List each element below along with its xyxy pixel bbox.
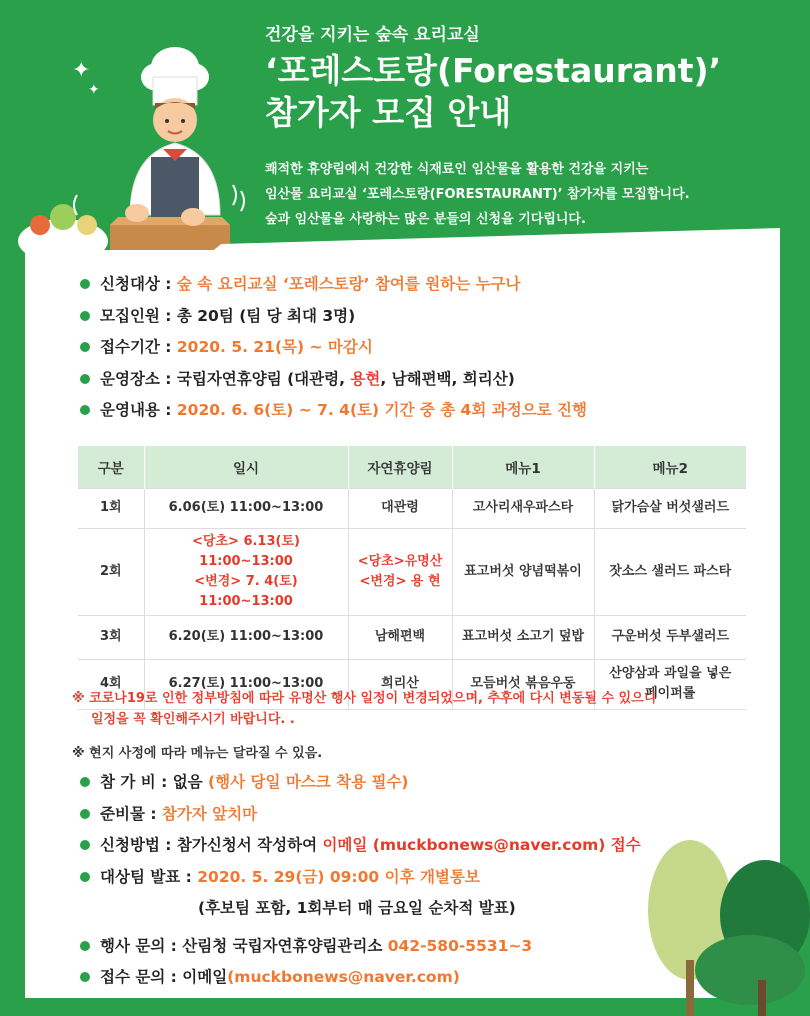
column-header: 일시 [144,446,348,488]
notes [72,688,656,764]
cell-line: 산양삼과 과일을 넣은 [609,666,732,681]
info-value: 2020. 6. 6(토) ~ 7. 4(토) 기간 중 총 4회 과정으로 진행 [176,401,587,419]
table-cell: 6.27(토) 11:00~13:00 [144,659,348,709]
table-cell: 모듬버섯 볶음우동 [452,659,594,709]
info-value: 산림청 국립자연휴양림관리소 [182,936,388,955]
info-label: 운영장소 : [100,369,177,388]
bullet-icon [80,809,90,819]
chef-illustration [15,45,255,270]
info-label: 참 가 비 : [100,773,173,791]
table-cell: 남해편백 [348,615,452,659]
title-line-1: ‘포레스토랑(Forestaurant)’ [265,51,722,90]
table-cell: 닭가슴살 버섯샐러드 [594,488,746,528]
info-label: 운영내용 : [100,401,177,419]
info-list-top [80,270,587,428]
info-label: 모집인원 : [100,306,177,325]
info-value: (후보팀 포함, 1회부터 매 금요일 순차적 발표) [198,899,516,917]
info-list-bottom [80,768,641,995]
cell-line: <당초>유명산 [357,553,443,569]
bullet-icon [80,872,90,882]
cell-line: <변경> 7. 4(토) 11:00~13:00 [194,573,298,609]
tree-illustration [640,820,810,1016]
note-warning: ※ 코로나19로 인한 정부방침에 따라 유명산 행사 일정이 변경되었으며, 추후에 다시 변동될 수 있으니 [72,691,657,706]
info-capacity [80,302,587,334]
column-header: 구분 [78,446,144,488]
header [0,0,810,250]
note-warning: 일정을 꼭 확인해주시기 바랍니다. . [91,712,295,727]
info-value-email: 이메일 (muckbonews@naver.com) 접수 [322,836,641,854]
info-value-highlight: 용현 [350,369,381,388]
info-value: 이메일 [182,968,228,986]
info-label: 접수기간 : [100,338,177,356]
bullet-icon [80,972,90,982]
info-apply [80,831,641,863]
table-cell: 대관령 [348,488,452,528]
bullet-icon [80,405,90,415]
info-value: 숲 속 요리교실 ‘포레스토랑’ 참여를 원하는 누구나 [176,275,521,293]
table-header-row [78,446,746,488]
column-header: 메뉴2 [594,446,746,488]
info-result [80,863,641,895]
table-cell: 고사리새우파스타 [452,488,594,528]
info-receive-contact [80,963,641,995]
table-cell: 6.06(토) 11:00~13:00 [144,488,348,528]
bullet-icon [80,840,90,850]
intro-text [265,157,690,232]
info-label: 접수 문의 : [100,968,183,986]
info-value: 총 20팀 (팀 당 최대 3명) [176,306,356,325]
info-label: 신청방법 : [100,836,177,854]
info-value-email: (muckbonews@naver.com) [227,968,460,986]
info-location [80,365,587,397]
table-cell: 희리산 [348,659,452,709]
intro-line: 쾌적한 휴양림에서 건강한 식재료인 임산물을 활용한 건강을 지키는 [265,162,649,177]
info-event-contact [80,932,641,964]
info-label: 행사 문의 : [100,936,183,955]
bullet-icon [80,279,90,289]
column-header: 메뉴1 [452,446,594,488]
table-cell: 1회 [78,488,144,528]
page-subtitle: 건강을 지키는 숲속 요리교실 [265,25,480,45]
cell-line: <당초> 6.13(토) 11:00~13:00 [192,533,300,569]
bullet-icon [80,941,90,951]
intro-line: 숲과 임산물을 사랑하는 많은 분들의 신청을 기다립니다. [265,212,586,227]
info-period [80,333,587,365]
table-cell: 2회 [78,528,144,615]
info-value: (행사 당일 마스크 착용 필수) [208,773,409,791]
table-cell: 표고버섯 양념떡볶이 [452,528,594,615]
table-cell: 잣소스 샐러드 파스타 [594,528,746,615]
info-value: 없음 [172,773,209,791]
info-label: 준비물 : [100,804,162,823]
info-value: 2020. 5. 29(금) 09:00 이후 개별통보 [197,867,480,886]
info-value: 참가신청서 작성하여 [176,836,323,854]
schedule-table [78,446,746,710]
cell-line: <변경> 용 현 [359,573,441,589]
info-value-phone: 042-580-5531~3 [387,936,533,955]
table-cell: 6.20(토) 11:00~13:00 [144,615,348,659]
title-line-2: 참가자 모집 안내 [265,93,512,132]
table-row [78,615,746,659]
table-row [78,528,746,615]
info-label: 신청대상 : [100,275,177,293]
table-cell: 4회 [78,659,144,709]
info-target [80,270,587,302]
info-value: 참가자 앞치마 [161,804,258,823]
bullet-icon [80,777,90,787]
cell-line: 페이퍼롤 [645,686,696,701]
page-title [265,50,721,134]
bullet-icon [80,374,90,384]
table-cell [144,528,348,615]
info-fee [80,768,641,800]
info-prep [80,800,641,832]
info-result-sub [80,894,641,926]
note-menu: ※ 현지 사정에 따라 메뉴는 달라질 수 있음. [72,746,323,761]
table-cell [348,528,452,615]
info-label: 대상팀 발표 : [100,867,198,886]
info-value: , 남해편백, 희리산) [380,369,515,388]
bullet-icon [80,342,90,352]
info-value: 국립자연휴양림 (대관령, [176,369,351,388]
table-cell: 3회 [78,615,144,659]
table-cell: 표고버섯 소고기 덮밥 [452,615,594,659]
table-row [78,488,746,528]
sparkle-icon: ✦ [88,82,100,98]
sparkle-icon: ✦ [72,58,91,83]
info-content [80,396,587,428]
bullet-icon [80,311,90,321]
intro-line: 임산물 요리교실 ‘포레스토랑(FORESTAURANT)’ 참가자를 모집합니다. [265,187,690,202]
table-cell: 구운버섯 두부샐러드 [594,615,746,659]
column-header: 자연휴양림 [348,446,452,488]
info-value: 2020. 5. 21(목) ~ 마감시 [176,338,373,356]
